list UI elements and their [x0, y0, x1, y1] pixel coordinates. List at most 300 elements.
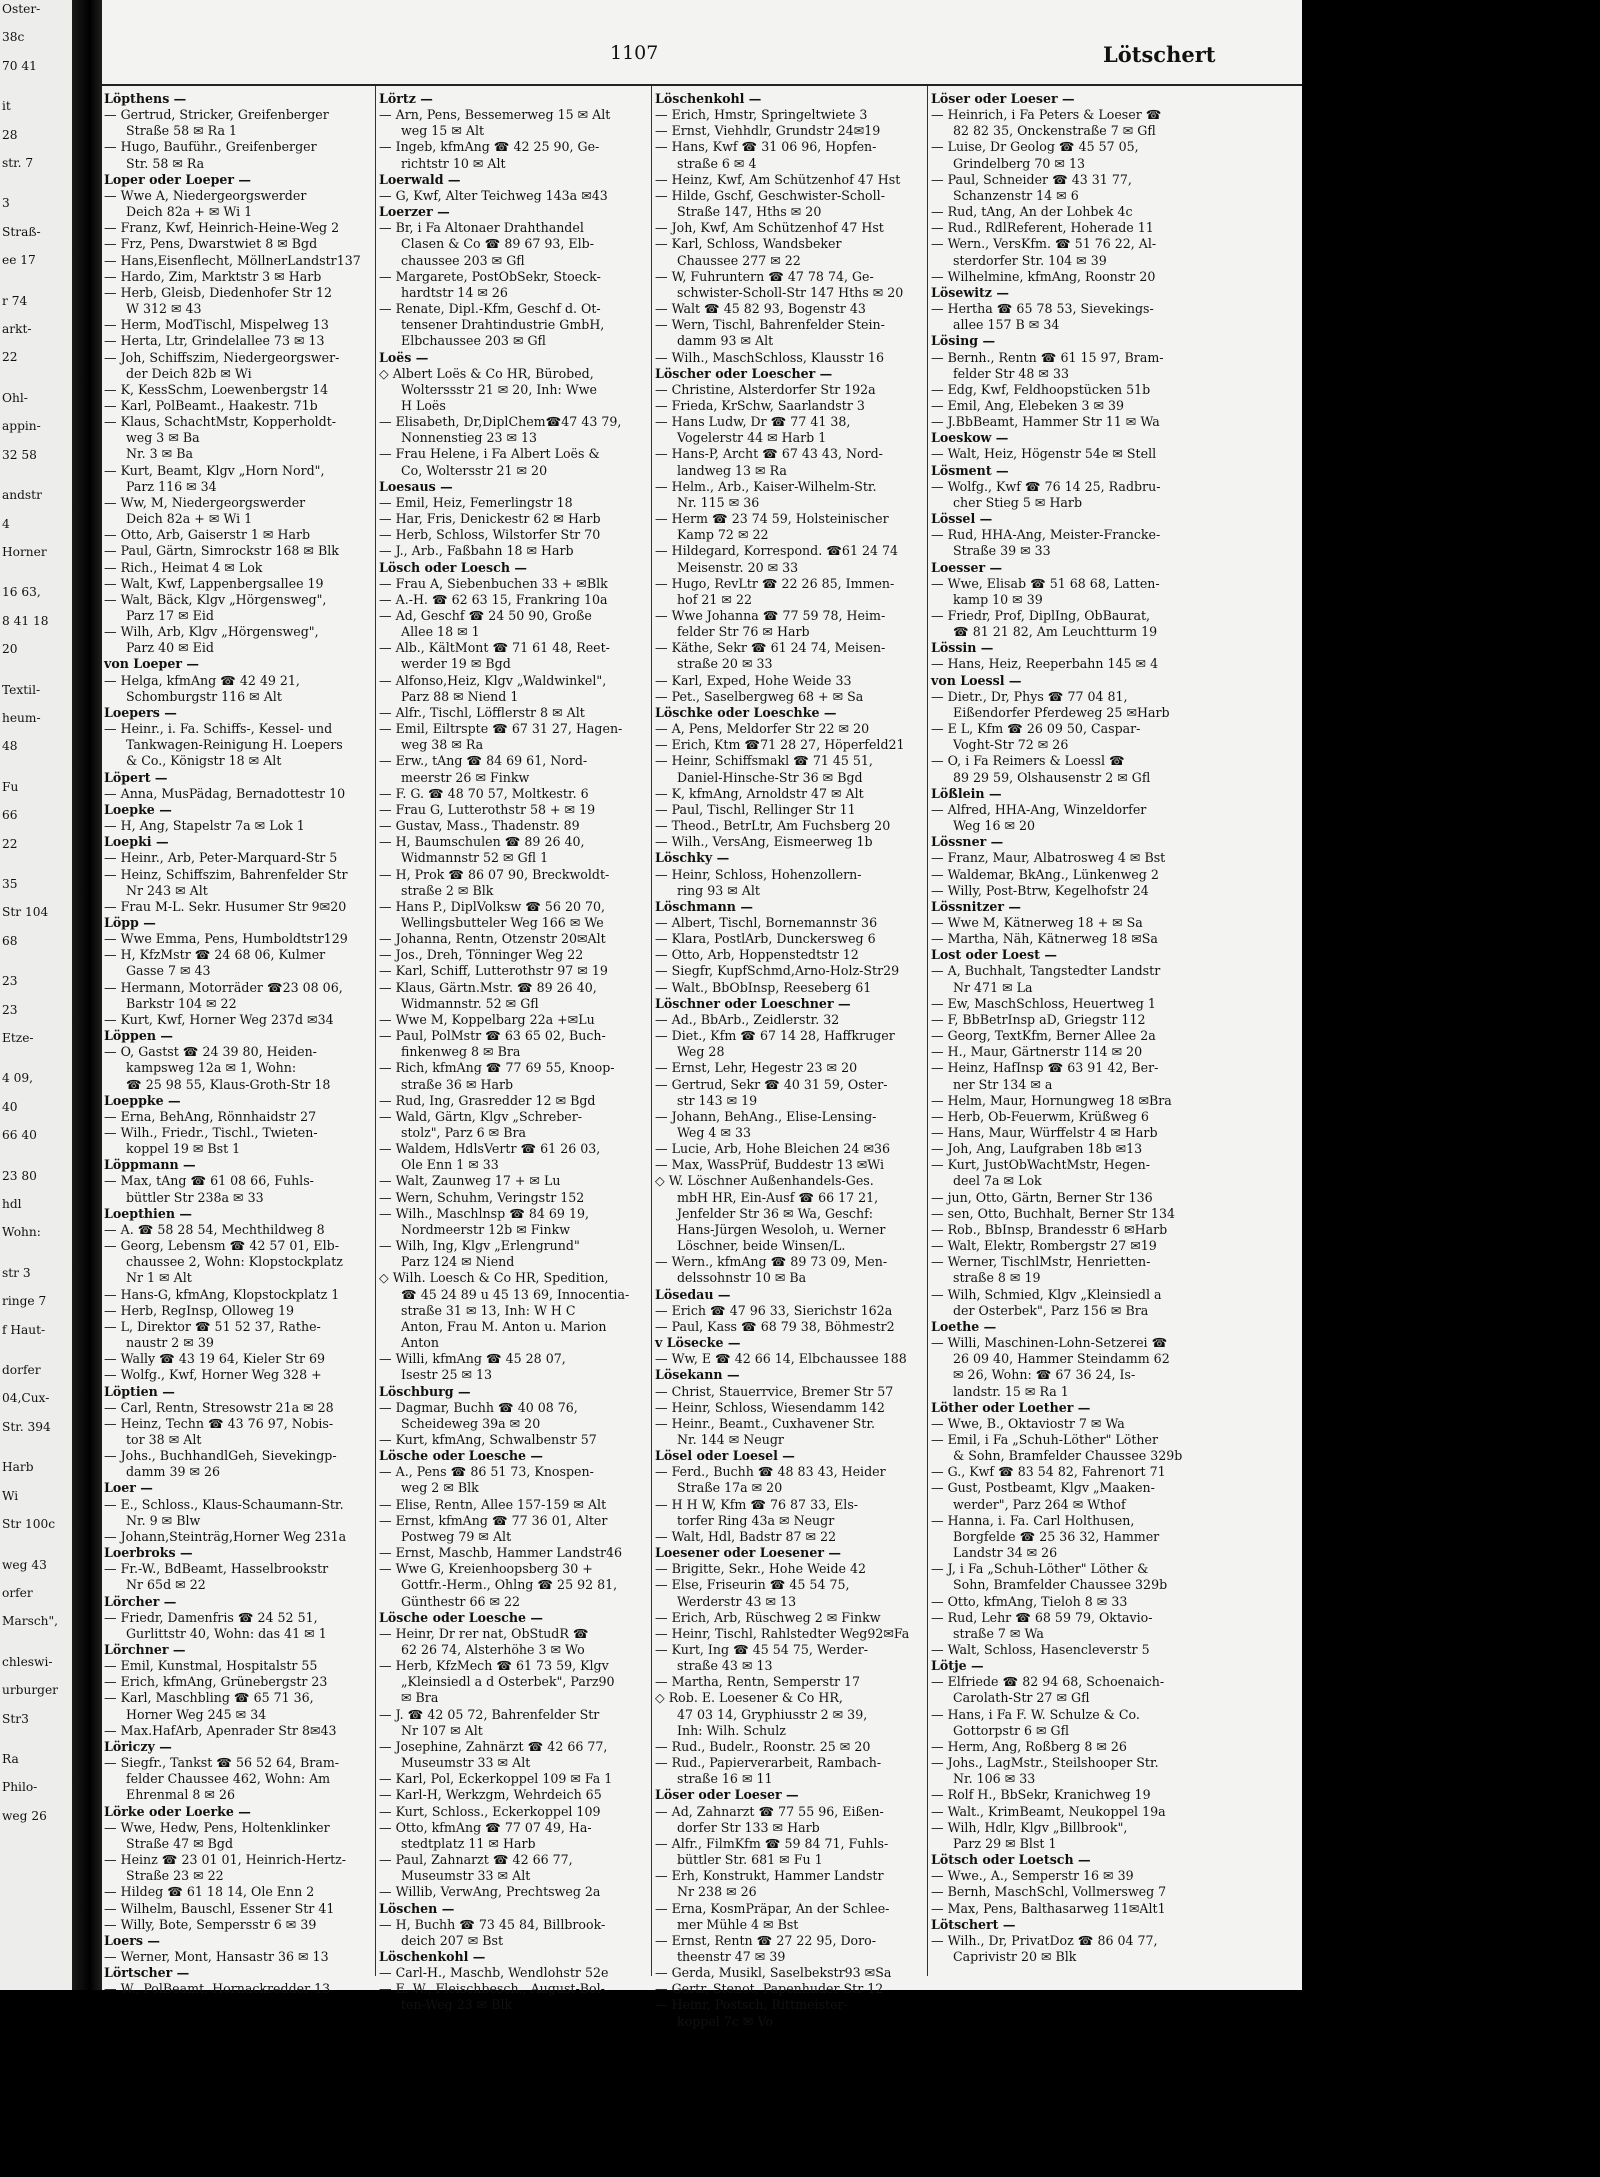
directory-entry: — Emil, Heiz, Femerlingstr 18 — [379, 494, 573, 510]
directory-entry: — Paul, Kass ☎ 68 79 38, Böhmestr2 — [655, 1318, 895, 1334]
directory-entry: — H., Maur, Gärtnerstr 114 ✉ 20 — [931, 1044, 1143, 1060]
previous-page-fragment: urburger — [2, 1683, 58, 1698]
entry-continuation: Günthestr 66 ✉ 22 — [401, 1593, 521, 1609]
directory-entry: — Franz, Kwf, Heinrich-Heine-Weg 2 — [104, 220, 340, 236]
directory-entry: — sen, Otto, Buchhalt, Berner Str 134 — [931, 1205, 1175, 1221]
directory-column-2 — [379, 91, 645, 2013]
surname-heading: Loer — — [104, 1480, 153, 1496]
directory-entry: — Wwe, Elisab ☎ 51 68 68, Latten- — [931, 575, 1160, 591]
entry-continuation: torfer Ring 43a ✉ Neugr — [677, 1512, 835, 1528]
directory-entry: — Walt, Bäck, Klgv „Hörgensweg", — [104, 591, 327, 607]
directory-entry: ◇ Wilh. Loesch & Co HR, Spedition, — [379, 1270, 609, 1286]
previous-page-fragment: Str. 394 — [2, 1419, 51, 1434]
previous-page-fragment: 66 — [2, 808, 18, 823]
directory-entry: — Heinr, Schloss, Wiesendamm 142 — [655, 1399, 885, 1415]
directory-entry: — Helm, Maur, Hornungweg 18 ✉Bra — [931, 1092, 1172, 1108]
directory-entry: — Carl, Rentn, Stresowstr 21a ✉ 28 — [104, 1399, 334, 1415]
entry-continuation: Clasen & Co ☎ 89 67 93, Elb- — [401, 236, 594, 252]
directory-entry: — Herm, Ang, Roßberg 8 ✉ 26 — [931, 1738, 1127, 1754]
surname-heading: Lössnitzer — — [931, 898, 1021, 914]
surname-heading: Lößlein — — [931, 785, 1002, 801]
directory-entry: — Siegfr., Tankst ☎ 56 52 64, Bram- — [104, 1755, 340, 1771]
directory-entry: — Paul, PolMstr ☎ 63 65 02, Buch- — [379, 1028, 606, 1044]
entry-continuation: Wolterssstr 21 ✉ 20, Inh: Wwe — [401, 381, 597, 397]
previous-page-fragment: Ohl- — [2, 390, 28, 405]
directory-entry: — Walt, Kwf, Lappenbergsallee 19 — [104, 575, 324, 591]
directory-entry: — Ernst, Lehr, Hegestr 23 ✉ 20 — [655, 1060, 858, 1076]
directory-entry: — W, Fuhruntern ☎ 47 78 74, Ge- — [655, 268, 874, 284]
previous-page-fragment: Marsch", — [2, 1614, 58, 1629]
directory-entry: — Otto, kfmAng ☎ 77 07 49, Ha- — [379, 1819, 592, 1835]
previous-page-fragment: 70 41 — [2, 58, 37, 73]
entry-continuation: Barkstr 104 ✉ 22 — [126, 995, 237, 1011]
directory-entry: — Klaus, Gärtn.Mstr. ☎ 89 26 40, — [379, 979, 597, 995]
directory-entry: — Wern, Tischl, Bahrenfelder Stein- — [655, 317, 885, 333]
previous-page-fragment: 16 63, — [2, 585, 41, 600]
surname-heading: Löptien — — [104, 1383, 175, 1399]
directory-entry: — Johann,Steinträg,Horner Weg 231a — [104, 1528, 347, 1544]
entry-continuation: Horner Weg 245 ✉ 34 — [126, 1706, 267, 1722]
directory-entry: — Wern., VersKfm. ☎ 51 76 22, Al- — [931, 236, 1157, 252]
entry-continuation: Parz 17 ✉ Eid — [126, 608, 214, 623]
directory-entry: — Max, tAng ☎ 61 08 66, Fuhls- — [104, 1173, 314, 1189]
directory-entry: — Ew, MaschSchloss, Heuertweg 1 — [931, 995, 1156, 1011]
entry-continuation: büttler Str 238a ✉ 33 — [126, 1189, 264, 1205]
directory-entry: — Paul, Zahnarzt ☎ 42 66 77, — [379, 1852, 573, 1868]
entry-continuation: Straße 17a ✉ 20 — [677, 1480, 783, 1496]
entry-continuation: ring 93 ✉ Alt — [677, 882, 760, 898]
directory-entry: — Martha, Rentn, Semperstr 17 — [655, 1674, 861, 1690]
directory-entry: — J, i Fa „Schuh-Löther" Löther & — [931, 1561, 1149, 1577]
previous-page-fragment: Wi — [2, 1488, 19, 1503]
directory-entry: — Hermann, Motorräder ☎23 08 06, — [104, 979, 343, 995]
surname-heading: Löschenkohl — — [655, 91, 762, 106]
entry-continuation: hardtstr 14 ✉ 26 — [401, 284, 508, 300]
entry-continuation: damm 93 ✉ Alt — [677, 333, 774, 349]
entry-continuation: Nr 238 ✉ 26 — [677, 1884, 757, 1900]
directory-entry: — Wwe, Hedw, Pens, Holtenklinker — [104, 1819, 330, 1835]
entry-continuation: str 143 ✉ 19 — [677, 1092, 758, 1108]
surname-heading: Löser oder Loeser — — [931, 91, 1075, 106]
surname-heading: Loepke — — [104, 801, 172, 817]
directory-entry: — Wwe., A., Semperstr 16 ✉ 39 — [931, 1868, 1134, 1884]
directory-entry: — Wolfg., Kwf ☎ 76 14 25, Radbru- — [931, 478, 1161, 494]
previous-page-fragment: orfer — [2, 1585, 33, 1600]
previous-page-fragment: Horner — [2, 544, 47, 559]
directory-column-3 — [655, 91, 921, 2029]
previous-page-fragment: heum- — [2, 710, 41, 725]
directory-entry: — Willi, Maschinen-Lohn-Setzerei ☎ — [931, 1335, 1168, 1351]
directory-entry: — Karl, Schloss, Wandsbeker — [655, 236, 842, 252]
directory-entry: — Hans, Kwf ☎ 31 06 96, Hopfen- — [655, 139, 877, 155]
directory-entry: — Rud, Lehr ☎ 68 59 79, Oktavio- — [931, 1609, 1153, 1625]
surname-heading: Loesaus — — [379, 478, 453, 494]
directory-entry: — Willib, VerwAng, Prechtsweg 2a — [379, 1884, 601, 1900]
column-rule — [651, 86, 652, 1976]
directory-entry: — Helga, kfmAng ☎ 42 49 21, — [104, 672, 300, 688]
surname-heading: Loës — — [379, 349, 429, 365]
previous-page-fragment: weg 43 — [2, 1557, 47, 1572]
directory-entry: — W., PolBeamt, Hornackredder 13 — [104, 1981, 331, 1997]
directory-entry: — Dietr., Dr, Phys ☎ 77 04 81, — [931, 688, 1128, 704]
directory-entry: — Otto, kfmAng, Tieloh 8 ✉ 33 — [931, 1593, 1128, 1609]
previous-page-fragment: appin- — [2, 419, 41, 434]
entry-continuation: tensener Drahtindustrie GmbH, — [401, 317, 605, 333]
directory-entry: — Bernh., Rentn ☎ 61 15 97, Bram- — [931, 349, 1164, 365]
entry-continuation: theenstr 47 ✉ 39 — [677, 1948, 786, 1964]
entry-continuation: stolz", Parz 6 ✉ Bra — [401, 1125, 526, 1140]
directory-entry: — Rich, kfmAng ☎ 77 69 55, Knoop- — [379, 1060, 615, 1076]
surname-heading: Löschke oder Loeschke — — [655, 704, 837, 720]
directory-entry: — Erich, Arb, Rüschweg 2 ✉ Finkw — [655, 1609, 881, 1625]
entry-continuation: weg 2 ✉ Blk — [401, 1480, 479, 1496]
previous-page-fragment: andstr — [2, 488, 42, 503]
surname-heading: Loeppke — — [104, 1092, 181, 1108]
directory-entry: — Ww, M, Niedergeorgswerder — [104, 494, 306, 510]
running-head: Lötschert — [1103, 42, 1216, 67]
entry-continuation: Postweg 79 ✉ Alt — [401, 1528, 512, 1544]
directory-entry: — Paul, Schneider ☎ 43 31 77, — [931, 171, 1132, 187]
entry-continuation: Str. 58 ✉ Ra — [126, 155, 205, 171]
directory-entry: — Lucie, Arb, Hohe Bleichen 24 ✉36 — [655, 1141, 891, 1157]
entry-continuation: felder Chaussee 462, Wohn: Am — [126, 1771, 331, 1787]
directory-entry: — Herb, RegInsp, Olloweg 19 — [104, 1302, 295, 1318]
entry-continuation: Grindelberg 70 ✉ 13 — [953, 155, 1085, 171]
surname-heading: Löther oder Loether — — [931, 1399, 1091, 1415]
surname-heading: Lörtscher — — [104, 1965, 190, 1981]
directory-entry: — Ad, Geschf ☎ 24 50 90, Große — [379, 608, 592, 623]
directory-entry: — A., Pens ☎ 86 51 73, Knospen- — [379, 1464, 594, 1480]
surname-heading: Lösewitz — — [931, 284, 1009, 300]
directory-entry: — Wilhelmine, kfmAng, Roonstr 20 — [931, 268, 1156, 284]
directory-entry: ◇ W. Löschner Außenhandels-Ges. — [655, 1173, 874, 1189]
entry-continuation: Anton — [401, 1335, 439, 1351]
entry-continuation: hof 21 ✉ 22 — [677, 591, 752, 607]
surname-heading: Lösel oder Loesel — — [655, 1448, 795, 1464]
surname-heading: Löschen — — [379, 1900, 455, 1916]
surname-heading: Löriczy — — [104, 1738, 172, 1754]
surname-heading: Lösekann — — [655, 1367, 740, 1383]
directory-entry: — Hardo, Zim, Marktstr 3 ✉ Harb — [104, 268, 322, 284]
entry-continuation: Museumstr 33 ✉ Alt — [401, 1755, 531, 1771]
directory-entry: — Anna, MusPädag, Bernadottestr 10 — [104, 785, 346, 801]
entry-continuation: Nr 1 ✉ Alt — [126, 1270, 192, 1286]
previous-page-fragment: 38c — [2, 30, 25, 45]
directory-entry: — Ernst, kfmAng ☎ 77 36 01, Alter — [379, 1512, 608, 1528]
entry-continuation: landstr. 15 ✉ Ra 1 — [953, 1383, 1069, 1399]
directory-entry: — Käthe, Sekr ☎ 61 24 74, Meisen- — [655, 640, 886, 656]
directory-entry: — Alfonso,Heiz, Klgv „Waldwinkel", — [379, 672, 607, 688]
entry-continuation: Nr 65d ✉ 22 — [126, 1577, 206, 1593]
previous-page-fragment: 20 — [2, 642, 18, 657]
directory-entry: — Walt, Elektr, Rombergstr 27 ✉19 — [931, 1238, 1157, 1254]
directory-column-1 — [104, 91, 370, 1997]
entry-continuation: Straße 23 ✉ 22 — [126, 1868, 224, 1884]
directory-entry: — Kurt, Schloss., Eckerkoppel 109 — [379, 1803, 601, 1819]
directory-entry: — Ernst, Maschb, Hammer Landstr46 — [379, 1545, 623, 1561]
directory-entry: — Wwe M, Kätnerweg 18 + ✉ Sa — [931, 914, 1143, 930]
previous-page-fragment: f Haut- — [2, 1322, 46, 1337]
directory-entry: — Br, i Fa Altonaer Drahthandel — [379, 220, 584, 236]
entry-continuation: ✉ 26, Wohn: ☎ 67 36 24, Is- — [953, 1367, 1136, 1383]
surname-heading: von Loeper — — [104, 656, 199, 672]
directory-entry: — Walt, Hdl, Badstr 87 ✉ 22 — [655, 1528, 837, 1544]
directory-entry: — Walt, Schloss, Hasencleverstr 5 — [931, 1642, 1150, 1657]
directory-entry: — Walt ☎ 45 82 93, Bogenstr 43 — [655, 301, 866, 317]
directory-entry: — Helm., Arb., Kaiser-Wilhelm-Str. — [655, 478, 877, 494]
entry-continuation: Meisenstr. 20 ✉ 33 — [677, 559, 799, 575]
directory-entry: — Karl, PolBeamt., Haakestr. 71b — [104, 397, 318, 413]
directory-entry: — Ferd., Buchh ☎ 48 83 43, Heider — [655, 1464, 886, 1480]
directory-entry: — Karl, Exped, Hohe Weide 33 — [655, 672, 852, 688]
directory-entry: — Wwe G, Kreienhoopsberg 30 + — [379, 1561, 593, 1577]
surname-heading: Lössin — — [931, 640, 994, 656]
directory-entry: — H, KfzMstr ☎ 24 68 06, Kulmer — [104, 947, 326, 963]
directory-entry: — Theod., BetrLtr, Am Fuchsberg 20 — [655, 818, 891, 834]
entry-continuation: Nr. 144 ✉ Neugr — [677, 1431, 784, 1447]
directory-entry: — Johs., LagMstr., Steilshooper Str. — [931, 1755, 1159, 1771]
entry-continuation: Kamp 72 ✉ 22 — [677, 527, 769, 543]
previous-page-fragment: arkt- — [2, 322, 32, 337]
surname-heading: Lösche oder Loesche — — [379, 1609, 543, 1625]
entry-continuation: straße 8 ✉ 19 — [953, 1270, 1041, 1286]
directory-entry: — K, kfmAng, Arnoldstr 47 ✉ Alt — [655, 785, 864, 801]
directory-entry: — Joh, Kwf, Am Schützenhof 47 Hst — [655, 220, 884, 236]
entry-continuation: H Loës — [401, 397, 446, 413]
directory-entry: — Alfred, HHA-Ang, Winzeldorfer — [931, 801, 1147, 817]
surname-heading: Loepthien — — [104, 1205, 192, 1221]
previous-page-fragment: 3 — [2, 196, 10, 211]
previous-page-fragment: Str 104 — [2, 905, 49, 920]
directory-entry: — Heinz, Kwf, Am Schützenhof 47 Hst — [655, 171, 901, 187]
surname-heading: Lösing — — [931, 333, 996, 349]
previous-page-fragment: Ra — [2, 1751, 19, 1766]
entry-continuation: Straße 147, Hths ✉ 20 — [677, 204, 822, 220]
previous-page-fragment: weg 26 — [2, 1808, 47, 1823]
entry-continuation: kamp 10 ✉ 39 — [953, 591, 1043, 607]
surname-heading: Löpp — — [104, 914, 156, 930]
directory-entry: — Emil, Eiltrspte ☎ 67 31 27, Hagen- — [379, 721, 623, 737]
directory-entry: — Georg, Lebensm ☎ 42 57 01, Elb- — [104, 1238, 339, 1254]
entry-continuation: Straße 47 ✉ Bgd — [126, 1835, 234, 1851]
directory-entry: — Else, Friseurin ☎ 45 54 75, — [655, 1577, 850, 1593]
directory-entry: — Heinrich, i Fa Peters & Loeser ☎ — [931, 107, 1162, 123]
entry-continuation: naustr 2 ✉ 39 — [126, 1335, 214, 1351]
directory-entry: — Walt., KrimBeamt, Neukoppel 19a — [931, 1803, 1166, 1819]
entry-continuation: Gottfr.-Herm., Ohlng ☎ 25 92 81, — [401, 1577, 618, 1593]
directory-entry: — Franz, Maur, Albatrosweg 4 ✉ Bst — [931, 850, 1166, 866]
entry-continuation: Deich 82a + ✉ Wi 1 — [126, 204, 253, 220]
entry-continuation: Schanzenstr 14 ✉ 6 — [953, 187, 1079, 203]
directory-entry: — Emil, Kunstmal, Hospitalstr 55 — [104, 1658, 318, 1674]
previous-page-fragment: Oster- — [2, 2, 41, 16]
previous-page-fragment: 4 09, — [2, 1071, 34, 1086]
directory-entry: — Walt, Zaunweg 17 + ✉ Lu — [379, 1173, 561, 1189]
entry-continuation: Ole Enn 1 ✉ 33 — [401, 1157, 499, 1173]
page-number: 1107 — [610, 42, 659, 64]
directory-entry: — Erna, KosmPräpar, An der Schlee- — [655, 1900, 890, 1916]
directory-entry: — Siegfr, KupfSchmd,Arno-Holz-Str29 — [655, 963, 900, 979]
directory-entry: — F, BbBetrInsp aD, Griegstr 112 — [931, 1011, 1146, 1027]
directory-entry: — Heinz, Schiffszim, Bahrenfelder Str — [104, 866, 348, 882]
entry-continuation: straße 20 ✉ 33 — [677, 656, 773, 672]
surname-heading: von Loessl — — [931, 672, 1022, 688]
directory-entry: — E., Schloss., Klaus-Schaumann-Str. — [104, 1496, 344, 1512]
directory-entry: — Joh, Schiffszim, Niedergeorgswer- — [104, 349, 340, 365]
entry-continuation: chaussee 203 ✉ Gfl — [401, 252, 525, 268]
surname-heading: Loerwald — — [379, 171, 461, 187]
surname-heading: Lörcher — — [104, 1593, 177, 1609]
entry-continuation: Nr 243 ✉ Alt — [126, 882, 208, 898]
entry-continuation: Gasse 7 ✉ 43 — [126, 963, 211, 979]
surname-heading: Lötsch oder Loetsch — — [931, 1852, 1091, 1868]
entry-continuation: Schomburgstr 116 ✉ Alt — [126, 688, 282, 704]
entry-continuation: Eißendorfer Pferdeweg 25 ✉Harb — [953, 704, 1170, 720]
directory-entry: — Friedr, Damenfris ☎ 24 52 51, — [104, 1609, 318, 1625]
entry-continuation: Voght-Str 72 ✉ 26 — [953, 737, 1069, 753]
entry-continuation: Hans-Jürgen Wesoloh, u. Werner — [677, 1221, 886, 1237]
directory-entry: — Kurt, kfmAng, Schwalbenstr 57 — [379, 1431, 597, 1447]
directory-entry: — Max, Pens, Balthasarweg 11✉Alt1 — [931, 1900, 1166, 1916]
entry-continuation: Deich 82a + ✉ Wi 1 — [126, 511, 253, 527]
entry-continuation: ☎ 45 24 89 u 45 13 69, Innocentia- — [401, 1286, 630, 1302]
directory-entry: — Herm ☎ 23 74 59, Holsteinischer — [655, 511, 889, 527]
directory-entry: — Johann, BehAng., Elise-Lensing- — [655, 1108, 877, 1124]
directory-entry: — Ernst, Viehhdlr, Grundstr 24✉19 — [655, 123, 881, 139]
directory-entry: — Frau G, Lutterothstr 58 + ✉ 19 — [379, 801, 596, 817]
directory-entry: — Diet., Kfm ☎ 67 14 28, Haffkruger — [655, 1028, 895, 1044]
directory-entry: — Hildegard, Korrespond. ☎61 24 74 — [655, 543, 899, 559]
entry-continuation: Straße 58 ✉ Ra 1 — [126, 123, 237, 139]
entry-continuation: Gottorpstr 6 ✉ Gfl — [953, 1722, 1070, 1738]
entry-continuation: der Osterbek", Parz 156 ✉ Bra — [953, 1302, 1149, 1318]
directory-entry: — O, i Fa Reimers & Loessl ☎ — [931, 753, 1125, 769]
directory-entry: — F. G. ☎ 48 70 57, Moltkestr. 6 — [379, 785, 589, 801]
directory-entry: — Edg, Kwf, Feldhoopstücken 51b — [931, 381, 1151, 397]
directory-entry: ◇ Albert Loës & Co HR, Bürobed, — [379, 365, 594, 381]
entry-continuation: Parz 29 ✉ Blst 1 — [953, 1835, 1057, 1851]
entry-continuation: straße 2 ✉ Blk — [401, 882, 494, 898]
surname-heading: Löschenkohl — — [379, 1948, 486, 1964]
directory-entry: — O, Gastst ☎ 24 39 80, Heiden- — [104, 1044, 317, 1060]
directory-entry: — Dagmar, Buchh ☎ 40 08 76, — [379, 1399, 578, 1415]
entry-continuation: chaussee 2, Wohn: Klopstockplatz — [126, 1254, 343, 1270]
entry-continuation: & Sohn, Bramfelder Chaussee 329b — [953, 1448, 1183, 1464]
directory-entry: — Frieda, KrSchw, Saarlandstr 3 — [655, 397, 865, 413]
entry-continuation: Co, Woltersstr 21 ✉ 20 — [401, 462, 548, 478]
previous-page-fragment: 68 — [2, 933, 18, 948]
directory-entry: — Josephine, Zahnärzt ☎ 42 66 77, — [379, 1738, 608, 1754]
directory-entry: — Kurt, JustObWachtMstr, Hegen- — [931, 1157, 1150, 1173]
entry-continuation: Widmannstr. 52 ✉ Gfl — [401, 995, 539, 1011]
directory-entry: — Wilh., Dr, PrivatDoz ☎ 86 04 77, — [931, 1932, 1158, 1948]
directory-entry: — Wern., kfmAng ☎ 89 73 09, Men- — [655, 1254, 888, 1270]
directory-entry: — Rud, Ing, Grasredder 12 ✉ Bgd — [379, 1092, 596, 1108]
directory-entry: — Frau A, Siebenbuchen 33 + ✉Blk — [379, 575, 608, 591]
entry-continuation: Parz 40 ✉ Eid — [126, 640, 214, 656]
entry-continuation: Inh: Wilh. Schulz — [677, 1722, 786, 1738]
previous-page-fragment: 8 41 18 — [2, 613, 49, 628]
entry-continuation: sterdorfer Str. 104 ✉ 39 — [953, 252, 1107, 268]
directory-entry: — Alfr., FilmKfm ☎ 59 84 71, Fuhls- — [655, 1835, 889, 1851]
directory-entry: — Joh, Ang, Laufgraben 18b ✉13 — [931, 1141, 1143, 1157]
surname-heading: Lössner — — [931, 834, 1004, 850]
surname-heading: Loethe — — [931, 1318, 997, 1334]
entry-continuation: büttler Str. 681 ✉ Fu 1 — [677, 1852, 823, 1868]
surname-heading: Löschky — — [655, 850, 730, 866]
directory-entry: — Luise, Dr Geolog ☎ 45 57 05, — [931, 139, 1139, 155]
directory-entry: — Hans Ludw, Dr ☎ 77 41 38, — [655, 414, 851, 430]
previous-page-fragment: 28 — [2, 127, 18, 142]
entry-continuation: Anton, Frau M. Anton u. Marion — [401, 1318, 607, 1334]
previous-page-fragment: Harb — [2, 1460, 34, 1475]
directory-entry: — Erich, Hmstr, Springeltwiete 3 — [655, 107, 868, 123]
directory-entry: — Alb., KältMont ☎ 71 61 48, Reet- — [379, 640, 610, 656]
directory-entry: — Elfriede ☎ 82 94 68, Schoenaich- — [931, 1674, 1165, 1690]
entry-continuation: ten-Weg 23 ✉ Blk — [401, 1997, 513, 2013]
entry-continuation: mbH HR, Ein-Ausf ☎ 66 17 21, — [677, 1189, 879, 1205]
entry-continuation: Allee 18 ✉ 1 — [401, 624, 480, 640]
directory-entry: — Wilh., Friedr., Tischl., Twieten- — [104, 1125, 318, 1140]
entry-continuation: ☎ 81 21 82, Am Leuchtturm 19 — [953, 624, 1158, 640]
directory-entry: — Heinz, HafInsp ☎ 63 91 42, Ber- — [931, 1060, 1159, 1076]
directory-entry: — Wald, Gärtn, Klgv „Schreber- — [379, 1108, 583, 1124]
directory-entry: — J.BbBeamt, Hammer Str 11 ✉ Wa — [931, 414, 1160, 430]
entry-continuation: straße 36 ✉ Harb — [401, 1076, 514, 1092]
entry-continuation: 89 29 59, Olshausenstr 2 ✉ Gfl — [953, 769, 1151, 785]
previous-page-fragment: 35 — [2, 876, 18, 891]
previous-page-fragment: Straß- — [2, 224, 41, 239]
directory-entry: — Emil, i Fa „Schuh-Löther" Löther — [931, 1431, 1158, 1447]
directory-entry: — Ad., BbArb., Zeidlerstr. 32 — [655, 1011, 840, 1027]
directory-entry: — Herb, Schloss, Wilstorfer Str 70 — [379, 527, 601, 543]
directory-entry: — Wwe Johanna ☎ 77 59 78, Heim- — [655, 608, 886, 623]
entry-continuation: Sohn, Bramfelder Chaussee 329b — [953, 1577, 1168, 1593]
book-gutter — [72, 0, 102, 1990]
previous-page-fragment: Etze- — [2, 1031, 34, 1045]
directory-entry: — Georg, TextKfm, Berner Allee 2a — [931, 1028, 1156, 1044]
entry-continuation: Jenfelder Str 36 ✉ Wa, Geschf: — [677, 1205, 873, 1221]
surname-heading: Loper oder Loeper — — [104, 171, 252, 187]
directory-entry: — jun, Otto, Gärtn, Berner Str 136 — [931, 1189, 1153, 1205]
entry-continuation: felder Str 48 ✉ 33 — [953, 365, 1070, 381]
directory-entry: — Karl, Schiff, Lutterothstr 97 ✉ 19 — [379, 963, 608, 979]
page-header — [102, 42, 1302, 72]
entry-continuation: Widmannstr 52 ✉ Gfl 1 — [401, 850, 549, 866]
surname-heading: Loers — — [104, 1932, 160, 1948]
directory-entry: — H, Buchh ☎ 73 45 84, Billbrook- — [379, 1916, 606, 1932]
entry-continuation: 82 82 35, Onckenstraße 7 ✉ Gfl — [953, 123, 1156, 139]
directory-entry: — Wilh., VersAng, Eismeerweg 1b — [655, 834, 873, 850]
directory-entry: — Max.HafArb, Apenrader Str 8✉43 — [104, 1722, 337, 1738]
directory-entry: — Rud., Papierverarbeit, Rambach- — [655, 1755, 882, 1771]
directory-entry: — Hugo, RevLtr ☎ 22 26 85, Immen- — [655, 575, 895, 591]
directory-entry: — Otto, Arb, Hoppenstedtstr 12 — [655, 947, 859, 963]
surname-heading: v Lösecke — — [655, 1335, 741, 1351]
directory-entry: — Wilh, Ing, Klgv „Erlengrund" — [379, 1238, 580, 1254]
directory-entry: — Erw., tAng ☎ 84 69 61, Nord- — [379, 753, 588, 769]
previous-page-fragment: chleswi- — [2, 1654, 53, 1669]
directory-entry: — Wwe, B., Oktaviostr 7 ✉ Wa — [931, 1415, 1125, 1431]
directory-entry: — A, Pens, Meldorfer Str 22 ✉ 20 — [655, 721, 870, 737]
directory-entry: — Ingeb, kfmAng ☎ 42 25 90, Ge- — [379, 139, 600, 155]
directory-entry: — Heinz ☎ 23 01 01, Heinrich-Hertz- — [104, 1852, 347, 1868]
directory-entry: — Heinr., Beamt., Cuxhavener Str. — [655, 1415, 875, 1431]
directory-entry: — Wwe A, Niedergeorgswerder — [104, 187, 307, 203]
entry-continuation: richtstr 10 ✉ Alt — [401, 155, 506, 171]
entry-continuation: Parz 116 ✉ 34 — [126, 478, 217, 494]
surname-heading: Loerzer — — [379, 204, 450, 220]
